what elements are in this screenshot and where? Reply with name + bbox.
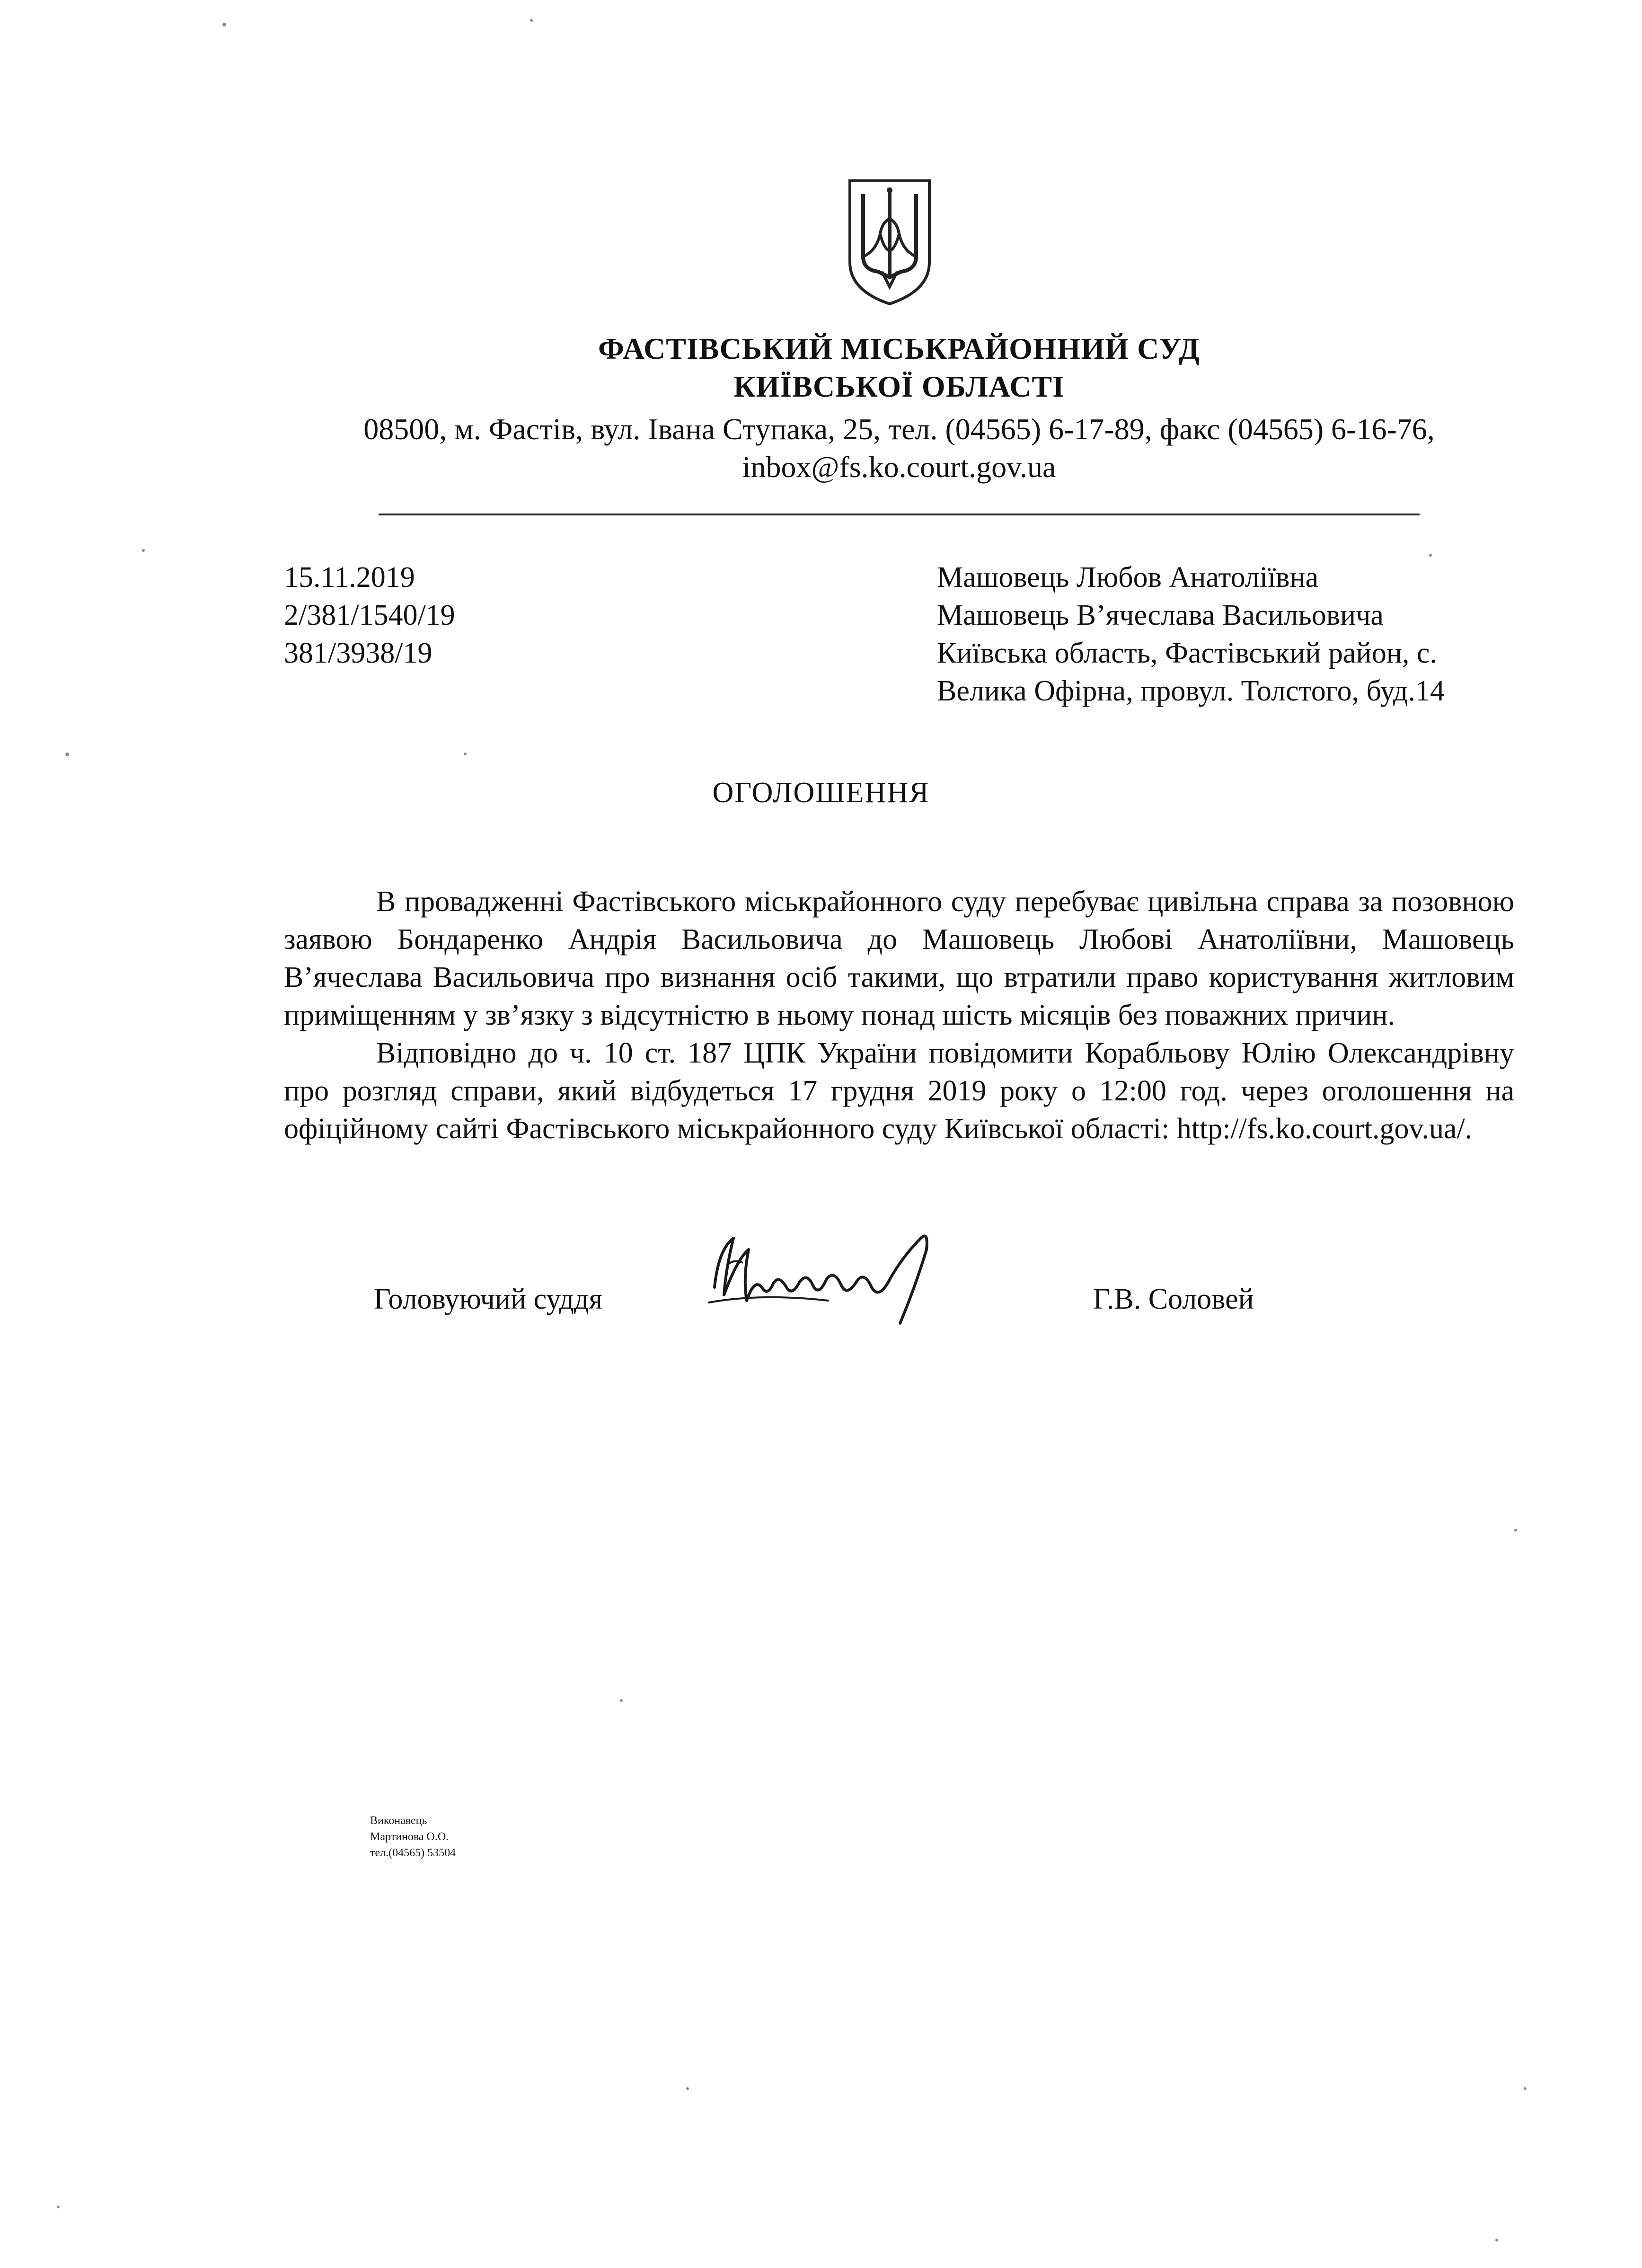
court-name-line1: ФАСТІВСЬКИЙ МІСЬКРАЙОННИЙ СУД	[598, 332, 1200, 365]
case-number: 2/381/1540/19	[284, 599, 455, 631]
document-date: 15.11.2019	[284, 561, 415, 594]
executor-phone: тел.(04565) 53504	[370, 1847, 456, 1859]
judge-name: Г.В. Соловей	[1093, 1283, 1254, 1315]
scan-speck	[1514, 1529, 1517, 1532]
addressee-line: Велика Офірна, провул. Толстого, буд.14	[937, 675, 1445, 707]
scan-speck	[686, 2087, 689, 2090]
scan-speck	[1524, 2087, 1527, 2090]
scan-speck	[1429, 554, 1432, 557]
scan-speck	[57, 2206, 60, 2208]
scan-speck	[1495, 2239, 1498, 2241]
notice-paragraph: В провадженні Фастівського міськрайонного суду перебуває цивільна справа за позовною заявою Бондаренко Андрія Васильовича до Машовець Любові Анатоліївни, Машовець В’ячеслава Васильовича про визнання осіб такими, що втратили право користування житловим приміщенням у зв’язку з відсутністю в ньому понад шість місяців без поважних причин.	[284, 886, 1514, 1031]
court-address: 08500, м. Фастів, вул. Івана Ступака, 25, тел. (04565) 6-17-89, факс (04565) 6-16-76,	[363, 412, 1435, 446]
document-references	[284, 558, 455, 672]
addressee-block	[937, 558, 1445, 710]
coat-of-arms-icon	[842, 175, 937, 308]
judge-signature	[705, 1221, 970, 1330]
notice-paragraph: Відповідно до ч. 10 ст. 187 ЦПК України повідомити Корабльову Юлію Олександрівну про розгляд справи, який відбудеться 17 грудня 2019 року о 12:00 год. через оголошення на офіційному сайті Фастівського міськрайонного суду Київської області: http://fs.ko.court.gov.ua/.	[284, 1037, 1514, 1145]
judge-title: Головуючий суддя	[374, 1283, 603, 1315]
executor-name: Мартинова О.О.	[370, 1831, 449, 1843]
scan-speck	[222, 23, 226, 27]
scan-speck	[142, 549, 145, 552]
notice-title: ОГОЛОШЕННЯ	[712, 777, 930, 809]
addressee-line: Машовець В’ячеслава Васильовича	[937, 599, 1384, 631]
scan-speck	[464, 753, 467, 755]
scan-speck	[65, 753, 69, 756]
executor-block	[370, 1813, 456, 1861]
addressee-line: Машовець Любов Анатоліївна	[937, 561, 1319, 594]
scan-speck	[530, 19, 533, 22]
addressee-line: Київська область, Фастівський район, с.	[937, 637, 1437, 669]
scan-speck	[620, 1699, 623, 1702]
executor-label: Виконавець	[370, 1815, 427, 1827]
court-email: inbox@fs.ko.court.gov.ua	[742, 450, 1056, 484]
registry-number: 381/3938/19	[284, 637, 433, 669]
notice-body	[284, 883, 1514, 1148]
header-divider	[379, 514, 1420, 515]
court-name-line2: КИЇВСЬКОЇ ОБЛАСТІ	[733, 370, 1065, 403]
